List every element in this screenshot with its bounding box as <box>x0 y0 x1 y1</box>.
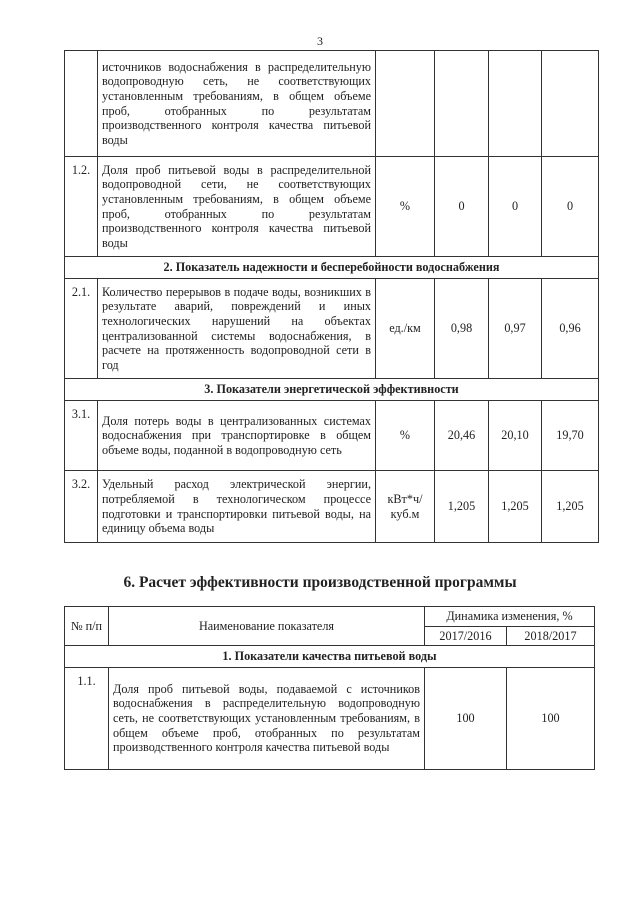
indicator-text: Доля проб питьевой воды в распределительной водопроводной сети, не соответствующих установленным требованиям, в общем объеме проб, отобранных по результатам производственного контроля качества питьевой воды <box>98 157 376 257</box>
value-1: 0 <box>435 157 489 257</box>
value-3: 0 <box>542 157 599 257</box>
value-2: 0 <box>489 157 542 257</box>
value-1: 100 <box>425 667 507 769</box>
row-number: 1.2. <box>65 157 98 257</box>
header-name: Наименование показателя <box>109 607 425 646</box>
efficiency-table <box>64 606 595 770</box>
row-number: 1.1. <box>65 667 109 769</box>
section-title: 1. Показатели качества питьевой воды <box>65 646 595 668</box>
table-row <box>65 157 599 257</box>
value-1: 20,46 <box>435 401 489 471</box>
header-row <box>65 607 595 627</box>
section-row <box>65 257 599 279</box>
header-year-1: 2017/2016 <box>425 626 507 646</box>
unit: кВт*ч/ куб.м <box>376 471 435 543</box>
unit: ед./км <box>376 279 435 379</box>
row-number: 3.1. <box>65 401 98 471</box>
value-3: 19,70 <box>542 401 599 471</box>
header-year-2: 2018/2017 <box>507 626 595 646</box>
section-row <box>65 379 599 401</box>
value-3: 1,205 <box>542 471 599 543</box>
table-row <box>65 401 599 471</box>
table-row <box>65 51 599 157</box>
value-2: 20,10 <box>489 401 542 471</box>
unit: % <box>376 157 435 257</box>
value-cell <box>542 51 599 157</box>
value-2: 0,97 <box>489 279 542 379</box>
indicator-text: Доля потерь воды в централизованных системах водоснабжения при транспортировке в общем объеме воды, поданной в водопроводную сеть <box>98 401 376 471</box>
table-row <box>65 667 595 769</box>
unit-cell <box>376 51 435 157</box>
indicator-text: Количество перерывов в подаче воды, возникших в результате аварий, повреждений и иных технологических нарушений на объектах централизованной системы водоснабжения, в расчете на протяженность водопроводной сети в год <box>98 279 376 379</box>
row-number: 3.2. <box>65 471 98 543</box>
indicators-table <box>64 50 599 543</box>
unit: % <box>376 401 435 471</box>
header-number: № п/п <box>65 607 109 646</box>
section-heading: 6. Расчет эффективности производственной программы <box>123 574 517 591</box>
value-1: 0,98 <box>435 279 489 379</box>
value-1: 1,205 <box>435 471 489 543</box>
row-number: 2.1. <box>65 279 98 379</box>
table-row <box>65 471 599 543</box>
value-2: 1,205 <box>489 471 542 543</box>
value-2: 100 <box>507 667 595 769</box>
section-row <box>65 646 595 668</box>
indicator-text: Удельный расход электрической энергии, потребляемой в технологическом процессе подготовки и транспортировки питьевой воды, на единицу объема воды <box>98 471 376 543</box>
indicator-text: Доля проб питьевой воды, подаваемой с источников водоснабжения в распределительную водопроводную сеть, не соответствующих установленным требованиям, в общем объеме проб, отобранных по результатам производственного контроля качества питьевой воды <box>109 667 425 769</box>
header-dynamics: Динамика изменения, % <box>425 607 595 627</box>
section-title: 2. Показатель надежности и бесперебойности водоснабжения <box>65 257 599 279</box>
row-number-cell <box>65 51 98 157</box>
section-title: 3. Показатели энергетической эффективности <box>65 379 599 401</box>
value-cell <box>435 51 489 157</box>
value-3: 0,96 <box>542 279 599 379</box>
page-number: 3 <box>317 34 323 48</box>
value-cell <box>489 51 542 157</box>
table-row <box>65 279 599 379</box>
indicator-text: источников водоснабжения в распределительную водопроводную сеть, не соответствующих установленным требованиям, в общем объеме проб, отобранных по результатам производственного контроля качества питьевой воды <box>98 51 376 157</box>
